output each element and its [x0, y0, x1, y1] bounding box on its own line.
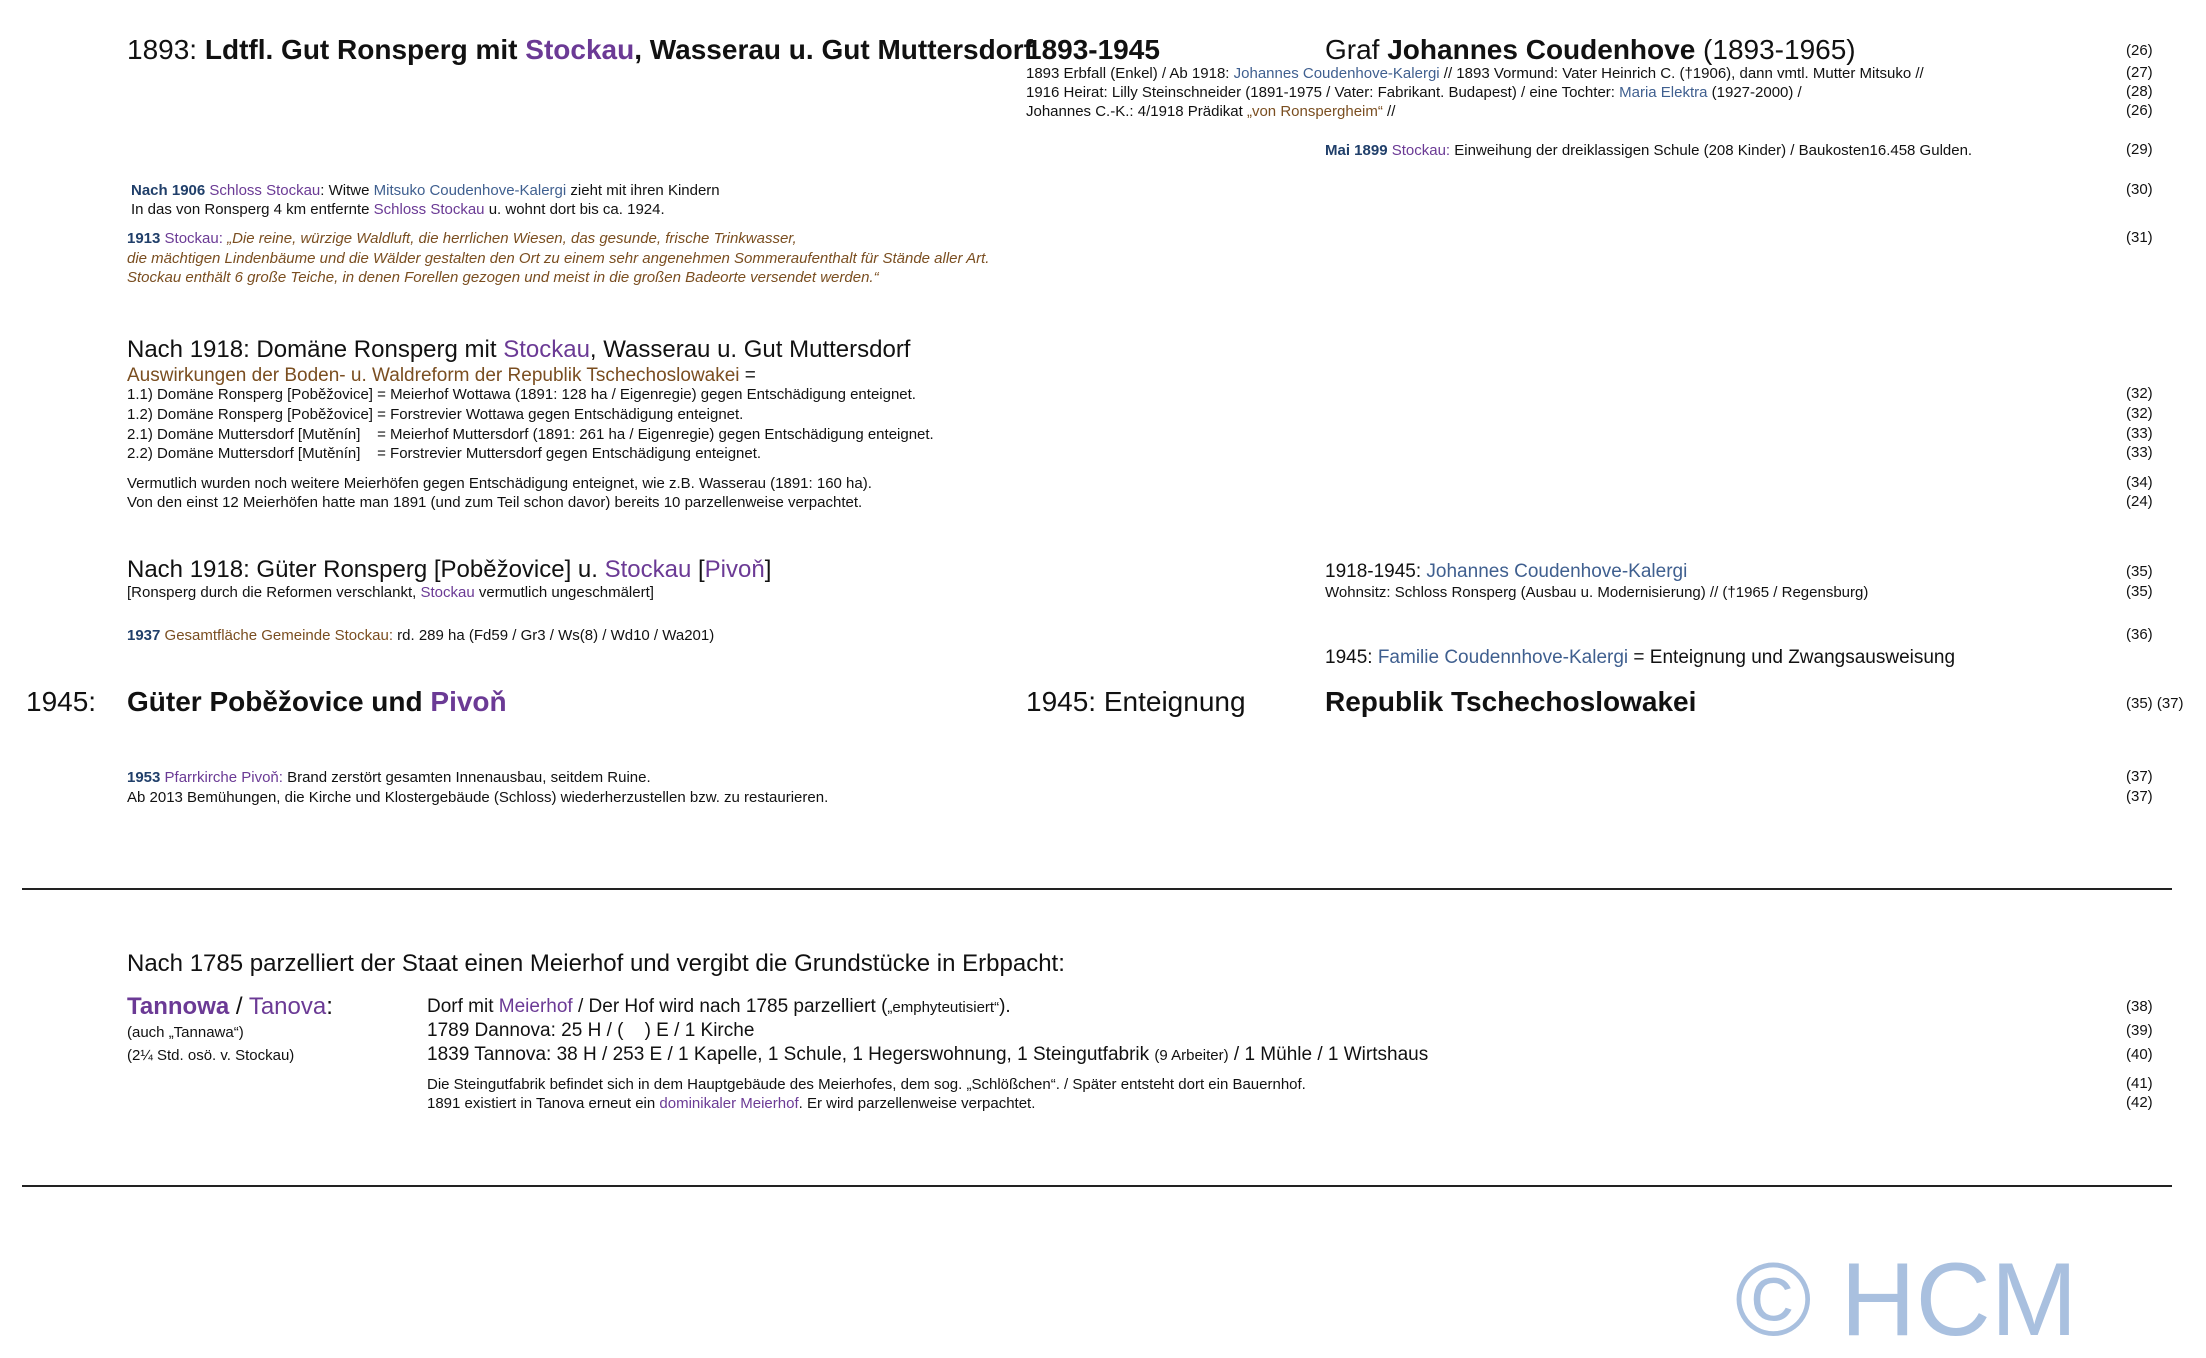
estates-subnote: [Ronsperg durch die Reformen verschlankt, Stockau vermutlich ungeschmälert] — [127, 584, 654, 601]
village-line-2: 1789 Dannova: 25 H / ( ) E / 1 Kirche — [427, 1020, 755, 1041]
ref: (27) — [2126, 64, 2153, 81]
ref: (29) — [2126, 141, 2153, 158]
owner-line-2: 1916 Heirat: Lilly Steinschneider (1891-1975 / Vater: Fabrikant. Budapest) / eine Tochter: Maria Elektra (1927-2000) / — [1026, 84, 1802, 101]
quote-1913-line-2: die mächtigen Lindenbäume und die Wälder gestalten den Ort zu einem sehr angenehmen Sommeraufenthalt für Stände aller Art. — [127, 250, 990, 267]
ref: (33) — [2126, 425, 2153, 442]
ref: (37) — [2126, 768, 2153, 785]
residence-line: Wohnsitz: Schloss Ronsperg (Ausbau u. Modernisierung) // (†1965 / Regensburg) — [1325, 584, 1869, 601]
ref: (24) — [2126, 493, 2153, 510]
expropriation-label: 1945: Enteignung — [1026, 686, 1246, 717]
restoration-2013: Ab 2013 Bemühungen, die Kirche und Klostergebäude (Schloss) wiederherzustellen bzw. zu restaurieren. — [127, 789, 829, 806]
owner-line-1: 1893 Erbfall (Enkel) / Ab 1918: Johannes Coudenhove-Kalergi // 1893 Vormund: Vater Heinrich C. (†1906), dann vmtl. Mutter Mitsuko // — [1026, 65, 1924, 82]
place-distance: (2¼ Std. osö. v. Stockau) — [127, 1047, 295, 1064]
church-1953: 1953 Pfarrkirche Pivoň: Brand zerstört gesamten Innenausbau, seitdem Ruine. — [127, 769, 651, 786]
ref: (31) — [2126, 229, 2153, 246]
ref: (39) — [2126, 1022, 2153, 1039]
factory-note: Die Steingutfabrik befindet sich in dem Hauptgebäude des Meierhofes, dem sog. „Schlößchen“. / Später entsteht dort ein Bauernhof. — [427, 1076, 1306, 1093]
owner-line-3: Johannes C.-K.: 4/1918 Prädikat „von Ronspergheim“ // — [1026, 103, 1396, 120]
school-1899: Mai 1899 Stockau: Einweihung der dreiklassigen Schule (208 Kinder) / Baukosten16.458 Gulden. — [1325, 142, 1973, 159]
ref: (35) (37) — [2126, 695, 2184, 712]
ref: (26) — [2126, 102, 2153, 119]
ref: (26) — [2126, 42, 2153, 59]
expropriation-1945: 1945: Familie Coudennhove-Kalergi = Enteignung und Zwangsausweisung — [1325, 647, 1956, 668]
reform-item: 1.2) Domäne Ronsperg [Poběžovice] = Forstrevier Wottawa gegen Entschädigung enteignet. — [127, 406, 744, 423]
quote-1913-line-3: Stockau enthält 6 große Teiche, in denen Forellen gezogen und meist in die großen Badeorte versendet werden.“ — [127, 269, 879, 286]
ref: (28) — [2126, 83, 2153, 100]
village-line-3: 1839 Tannova: 38 H / 253 E / 1 Kapelle, 1 Schule, 1 Hegerswohnung, 1 Steingutfabrik (9 Arbeiter) / 1 Mühle / 1 Wirtshaus — [427, 1044, 1429, 1065]
section-1918-estates-title: Nach 1918: Güter Ronsperg [Poběžovice] u. Stockau [Pivoň] — [127, 556, 772, 583]
ref: (33) — [2126, 444, 2153, 461]
reform-note: Vermutlich wurden noch weitere Meierhöfen gegen Entschädigung enteignet, wie z.B. Wasserau (1891: 160 ha). — [127, 475, 872, 492]
ref: (36) — [2126, 626, 2153, 643]
section-1893-title: 1893: Ldtfl. Gut Ronsperg mit Stockau, Wasserau u. Gut Muttersdorf — [127, 34, 1033, 65]
ref: (30) — [2126, 181, 2153, 198]
meierhof-1891: 1891 existiert in Tanova erneut ein dominikaler Meierhof. Er wird parzellenweise verpachtet. — [427, 1095, 1036, 1112]
year-1945: 1945: — [26, 686, 97, 717]
reform-note: Von den einst 12 Meierhöfen hatte man 1891 (und zum Teil schon davor) bereits 10 parzellenweise verpachtet. — [127, 494, 863, 511]
place-aka: (auch „Tannawa“) — [127, 1024, 244, 1041]
hcm-watermark: © HCM — [1735, 1242, 2078, 1358]
place-tannowa: Tannowa / Tanova: — [127, 993, 333, 1020]
section-1918-domain-title: Nach 1918: Domäne Ronsperg mit Stockau, Wasserau u. Gut Muttersdorf — [127, 336, 911, 363]
ref: (40) — [2126, 1046, 2153, 1063]
ref: (37) — [2126, 788, 2153, 805]
reform-item: 2.2) Domäne Muttersdorf [Mutěnín] = Forstrevier Muttersdorf gegen Entschädigung enteignet. — [127, 445, 762, 462]
section-1785-heading: Nach 1785 parzelliert der Staat einen Meierhof und vergibt die Grundstücke in Erbpacht: — [127, 950, 1065, 977]
owner-heading: Graf Johannes Coudenhove (1893-1965) — [1325, 34, 1856, 65]
after-1906-line-2: In das von Ronsperg 4 km entfernte Schloss Stockau u. wohnt dort bis ca. 1924. — [131, 201, 665, 218]
quote-1913-line-1: 1913 Stockau: „Die reine, würzige Waldluft, die herrlichen Wiesen, das gesunde, frische Trinkwasser, — [127, 230, 797, 247]
period-1893-1945: 1893-1945 — [1026, 34, 1160, 65]
village-line-1: Dorf mit Meierhof / Der Hof wird nach 1785 parzelliert („emphyteutisiert“). — [427, 996, 1011, 1017]
ref: (38) — [2126, 998, 2153, 1015]
ref: (35) — [2126, 583, 2153, 600]
ref: (35) — [2126, 563, 2153, 580]
ref: (32) — [2126, 385, 2153, 402]
reform-item: 2.1) Domäne Muttersdorf [Mutěnín] = Meierhof Muttersdorf (1891: 261 ha / Eigenregie) gegen Entschädigung enteignet. — [127, 426, 934, 443]
reform-item: 1.1) Domäne Ronsperg [Poběžovice] = Meierhof Wottawa (1891: 128 ha / Eigenregie) gegen Entschädigung enteignet. — [127, 386, 916, 403]
owner-1918-1945: 1918-1945: Johannes Coudenhove-Kalergi — [1325, 561, 1688, 582]
ref: (34) — [2126, 474, 2153, 491]
ref: (41) — [2126, 1075, 2153, 1092]
ref: (32) — [2126, 405, 2153, 422]
section-1945-title: Güter Poběžovice und Pivoň — [127, 686, 507, 717]
divider — [22, 888, 2172, 890]
land-reform-subtitle: Auswirkungen der Boden- u. Waldreform der Republik Tschechoslowakei = — [127, 365, 756, 386]
after-1906-line-1: Nach 1906 Schloss Stockau: Witwe Mitsuko Coudenhove-Kalergi zieht mit ihren Kindern — [131, 182, 720, 199]
republic-label: Republik Tschechoslowakei — [1325, 686, 1697, 717]
divider — [22, 1185, 2172, 1187]
ref: (42) — [2126, 1094, 2153, 1111]
area-1937: 1937 Gesamtfläche Gemeinde Stockau: rd. 289 ha (Fd59 / Gr3 / Ws(8) / Wd10 / Wa201) — [127, 627, 715, 644]
